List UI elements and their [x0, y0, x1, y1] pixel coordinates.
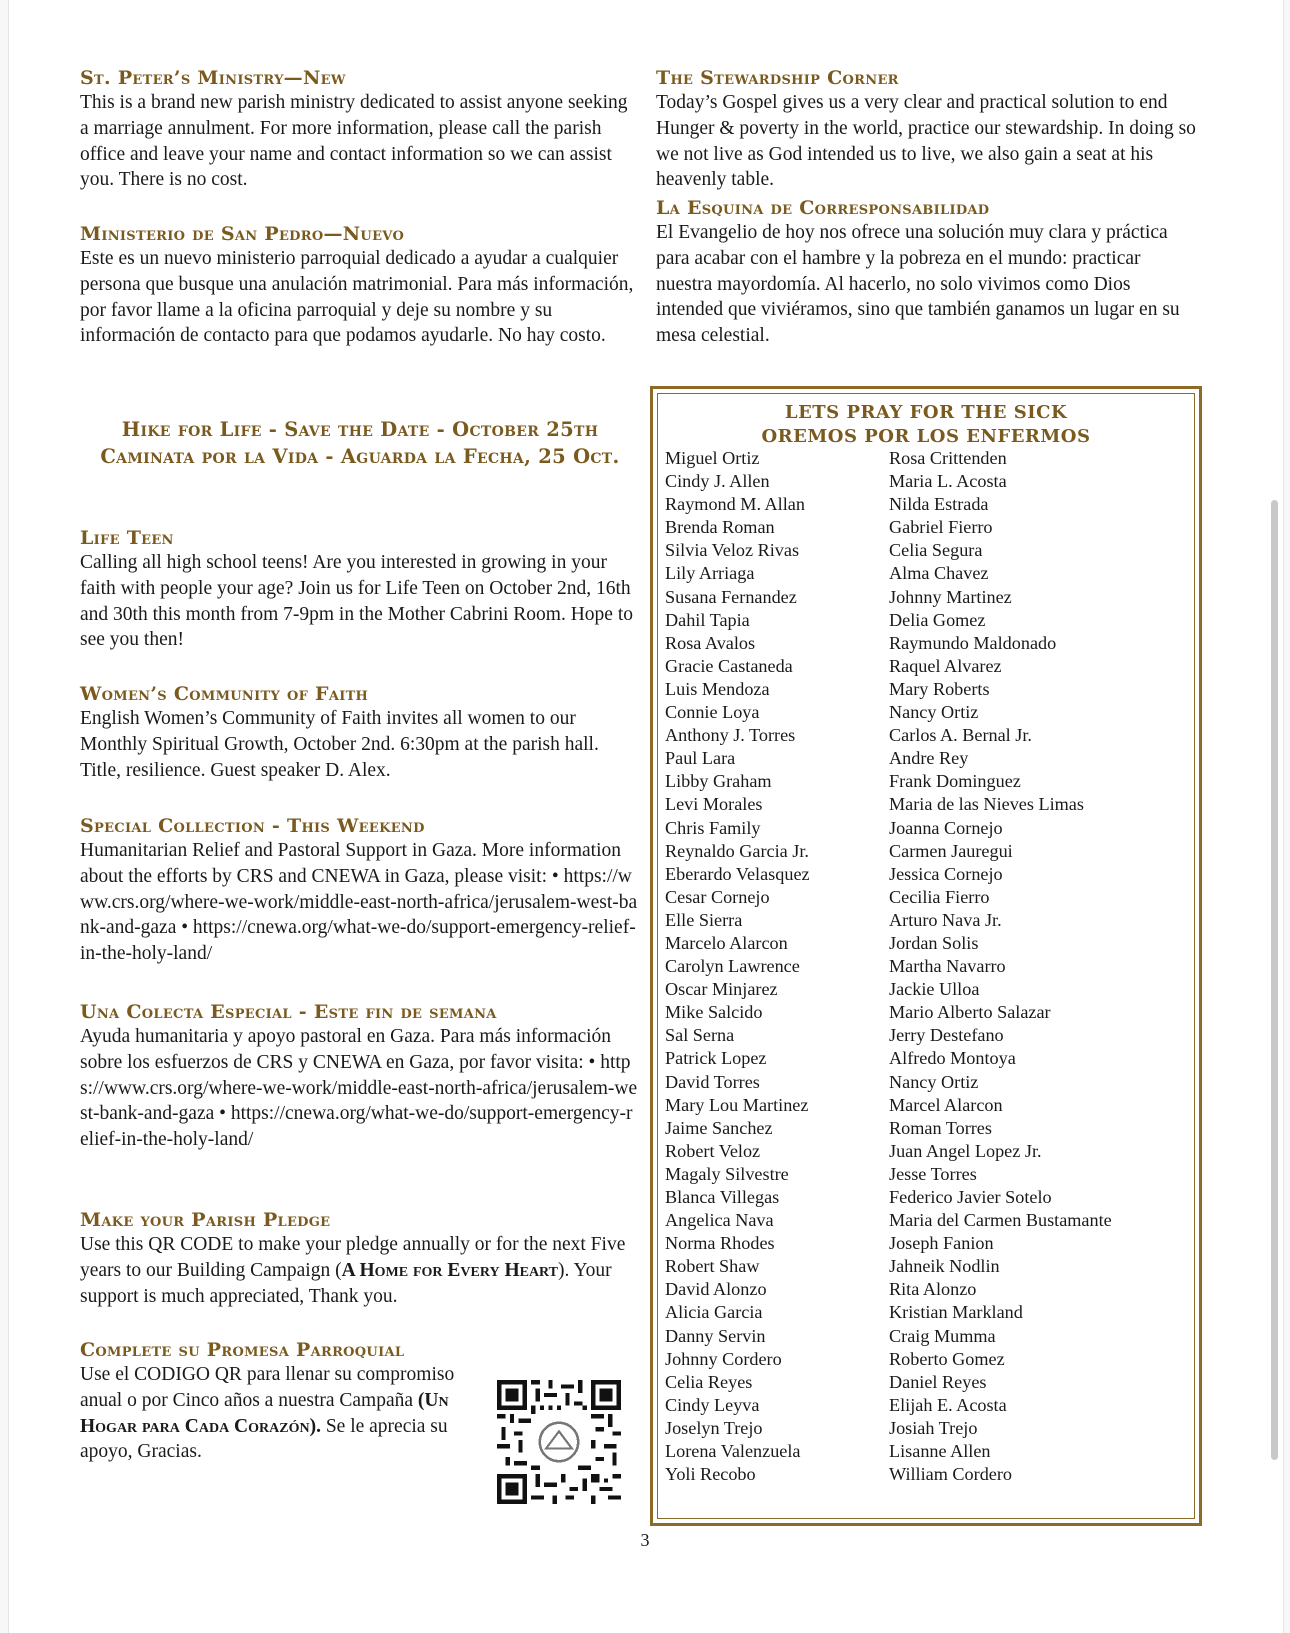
sick-name: Chris Family: [665, 817, 761, 838]
hike-line-en: Hike for Life - Save the Date - October 25th: [121, 418, 599, 441]
sick-name: Mario Alberto Salazar: [889, 1002, 1051, 1023]
hike-for-life-notice: [80, 416, 640, 470]
sick-name: Joselyn Trejo: [665, 1417, 763, 1438]
section-body: [80, 838, 640, 967]
sick-name: Robert Veloz: [665, 1140, 761, 1161]
section-title: Women’s Community of Faith: [80, 683, 369, 705]
section-title: Una Colecta Especial - Este fin de semana: [80, 1001, 497, 1023]
section-body: [80, 1232, 640, 1309]
section-womens-community: [80, 682, 640, 783]
names-column-2: [889, 447, 1112, 1486]
sick-name: Carlos A. Bernal Jr.: [889, 725, 1032, 746]
sick-name: David Torres: [665, 1071, 760, 1092]
sick-name: Yoli Recobo: [665, 1464, 756, 1485]
crs-link[interactable]: • https://www.crs.org/where-we-work/middle-east-north-africa/jerusalem-west-bank-and-gaza: [80, 1051, 638, 1125]
sick-name: Mary Roberts: [889, 678, 990, 699]
section-body: Today’s Gospel gives us a very clear and practical solution to end Hunger & poverty in the world, practice our stewardship. In doing so we not live as God intended us to live, we also gain a seat at his heavenly table.: [656, 92, 1196, 191]
sick-name: Marcel Alarcon: [889, 1094, 1003, 1115]
section-text: Humanitarian Relief and Pastoral Support in Gaza. More information about the efforts by CRS and CNEWA in Gaza, please visit:: [80, 840, 621, 887]
campaign-name: A Home for Every Heart: [341, 1259, 559, 1281]
sick-name: Jessica Cornejo: [889, 863, 1003, 884]
sick-name: Federico Javier Sotelo: [889, 1187, 1052, 1207]
sick-name: Carolyn Lawrence: [665, 956, 800, 977]
promesa-text: Use el CODIGO QR para llenar su compromiso anual o por Cinco años a nuestra Campaña: [80, 1364, 455, 1411]
sick-name: Dahil Tapia: [665, 609, 750, 630]
sick-name: Jahneik Nodlin: [889, 1256, 1000, 1277]
crs-link[interactable]: • https://www.crs.org/where-we-work/middle-east-north-africa/jerusalem-west-bank-and-gaza: [80, 865, 638, 939]
section-esquina: [656, 196, 1196, 349]
sick-name: Nancy Ortiz: [889, 702, 979, 723]
sick-name: Rosa Avalos: [665, 632, 756, 653]
sick-name: Gracie Castaneda: [665, 655, 793, 676]
sick-name: Cesar Cornejo: [665, 886, 770, 907]
sick-name: Celia Reyes: [665, 1371, 753, 1392]
pledge-tail: ). Your support is much appreciated, Thank you.: [80, 1259, 612, 1307]
sick-name: Nilda Estrada: [889, 494, 989, 515]
sick-name: Johnny Martinez: [889, 586, 1012, 607]
sick-name: Danny Servin: [665, 1325, 766, 1346]
sick-name: Jordan Solis: [889, 932, 979, 953]
section-text: Ayuda humanitaria y apoyo pastoral en Gaza. Para más información sobre los esfuerzos de CRS y CNEWA en Gaza, por favor visita:: [80, 1026, 612, 1073]
sick-name: Alicia Garcia: [665, 1302, 763, 1323]
names-column-1: [665, 447, 810, 1486]
section-body: El Evangelio de hoy nos ofrece una solución muy clara y práctica para acabar con el hambre y la pobreza en el mundo: practicar nuestra mayordomía. Al hacerlo, no solo vivimos como Dios intended que viviéramos, sino que también ganamos un lugar en su mesa celestial.: [656, 222, 1180, 347]
pledge-text: Use this QR CODE to make your pledge annually or for the next Five years to our Building Campaign (: [80, 1234, 626, 1281]
sick-name: Craig Mumma: [889, 1325, 996, 1346]
section-body: English Women’s Community of Faith invites all women to our Monthly Spiritual Growth, October 2nd. 6:30pm at the parish hall. Title, resilience. Guest speaker D. Alex.: [80, 708, 599, 781]
sick-name: Marcelo Alarcon: [665, 932, 788, 953]
section-promesa-parroquial: [80, 1338, 480, 1465]
sick-name: Johnny Cordero: [665, 1348, 782, 1369]
sick-name: Anthony J. Torres: [665, 725, 796, 746]
prayer-list-box: [650, 386, 1202, 1526]
sick-name: Oscar Minjarez: [665, 979, 778, 1000]
sick-name: Arturo Nava Jr.: [889, 909, 1002, 930]
sick-name: Paul Lara: [665, 748, 736, 769]
section-san-pedro: [80, 222, 640, 349]
sick-name: Elijah E. Acosta: [889, 1394, 1007, 1415]
sick-name: Brenda Roman: [665, 517, 775, 538]
section-body: [80, 1362, 480, 1465]
sick-name: Reynaldo Garcia Jr.: [665, 840, 809, 861]
section-st-peter: [80, 66, 640, 193]
page-number: 3: [640, 1530, 650, 1550]
sick-name: Rita Alonzo: [889, 1279, 977, 1300]
sick-name: Jesse Torres: [889, 1163, 977, 1184]
sick-name: Silvia Veloz Rivas: [665, 540, 800, 561]
sick-name: Eberardo Velasquez: [665, 863, 810, 884]
sick-name: Raquel Alvarez: [889, 655, 1002, 676]
section-body: Calling all high school teens! Are you interested in growing in your faith with people your age? Join us for Life Teen on October 2nd, 16th and 30th this month from 7-9pm in the Mother Cabrini Room. Hope to see you then!: [80, 552, 633, 651]
sick-name: Mike Salcido: [665, 1002, 763, 1023]
sick-name: Alfredo Montoya: [889, 1048, 1016, 1069]
section-colecta-especial: [80, 1000, 640, 1153]
sick-name: Daniel Reyes: [889, 1371, 987, 1392]
section-title: St. Peter’s Ministry—New: [80, 67, 346, 89]
section-body: This is a brand new parish ministry dedicated to assist anyone seeking a marriage annulment. For more information, please call the parish office and leave your name and contact information so we can assist you. There is no cost.: [80, 92, 628, 191]
cnewa-link[interactable]: • https://cnewa.org/what-we-do/support-emergency-relief-in-the-holy-land/: [80, 1103, 633, 1151]
section-title: The Stewardship Corner: [656, 67, 899, 89]
sick-name: William Cordero: [889, 1464, 1013, 1485]
sick-name: Raymundo Maldonado: [889, 632, 1057, 653]
sick-name: David Alonzo: [665, 1279, 767, 1300]
sick-name: Cecilia Fierro: [889, 886, 990, 907]
sick-name: Delia Gomez: [889, 609, 986, 630]
section-life-teen: [80, 526, 640, 653]
sick-name: Rosa Crittenden: [889, 448, 1007, 468]
sick-name: Angelica Nava: [665, 1210, 774, 1231]
prayer-title-en: LETS PRAY FOR THE SICK: [784, 402, 1068, 423]
sick-name: Levi Morales: [665, 794, 763, 815]
sick-name: Josiah Trejo: [889, 1417, 978, 1438]
sick-name: Lily Arriaga: [665, 563, 755, 584]
sick-name: Maria del Carmen Bustamante: [889, 1210, 1112, 1231]
section-parish-pledge: [80, 1208, 640, 1309]
sick-name: Lisanne Allen: [889, 1441, 991, 1462]
section-title: Complete su Promesa Parroquial: [80, 1339, 405, 1361]
sick-name: Andre Rey: [889, 748, 969, 769]
sick-name: Susana Fernandez: [665, 586, 797, 607]
sick-name: Gabriel Fierro: [889, 517, 993, 538]
sick-name: Kristian Markland: [889, 1302, 1023, 1323]
qr-code-icon[interactable]: [497, 1380, 621, 1504]
scrollbar[interactable]: [1271, 500, 1278, 1460]
section-title: Life Teen: [80, 527, 174, 549]
sick-name: Mary Lou Martinez: [665, 1094, 809, 1115]
sick-name: Jackie Ulloa: [889, 979, 980, 1000]
sick-name: Sal Serna: [665, 1025, 735, 1046]
sick-name: Maria L. Acosta: [889, 471, 1007, 492]
prayer-title-es: OREMOS POR LOS ENFERMOS: [761, 426, 1091, 447]
sick-name: Nancy Ortiz: [889, 1071, 979, 1092]
promesa-tail: Se le aprecia su apoyo, Gracias.: [80, 1415, 448, 1463]
sick-name: Luis Mendoza: [665, 678, 770, 699]
sick-name: Martha Navarro: [889, 956, 1006, 977]
sick-name: Carmen Jauregui: [889, 840, 1013, 861]
sick-name: Libby Graham: [665, 771, 772, 792]
sick-name: Norma Rhodes: [665, 1233, 775, 1254]
sick-name: Roman Torres: [889, 1117, 992, 1138]
sick-name: Raymond M. Allan: [665, 494, 805, 515]
section-title: Ministerio de San Pedro—Nuevo: [80, 223, 405, 245]
section-title: Make your Parish Pledge: [80, 1209, 331, 1231]
sick-name: Jerry Destefano: [889, 1025, 1004, 1046]
sick-name: Magaly Silvestre: [665, 1163, 789, 1184]
sick-name: Cindy J. Allen: [665, 471, 770, 492]
section-stewardship: [656, 66, 1196, 193]
sick-name: Jaime Sanchez: [665, 1117, 773, 1138]
sick-name: Lorena Valenzuela: [665, 1441, 801, 1462]
hike-line-es: Caminata por la Vida - Aguarda la Fecha, 25 Oct.: [100, 445, 620, 468]
sick-name: Juan Angel Lopez Jr.: [889, 1140, 1042, 1161]
cnewa-link[interactable]: • https://cnewa.org/what-we-do/support-emergency-relief-in-the-holy-land/: [80, 917, 636, 965]
sick-name: Maria de las Nieves Limas: [889, 794, 1084, 815]
sick-name: Patrick Lopez: [665, 1048, 767, 1069]
sick-name: Roberto Gomez: [889, 1348, 1005, 1369]
section-title: Special Collection - This Weekend: [80, 815, 425, 837]
sick-name: Miguel Ortiz: [665, 448, 760, 468]
sick-name: Elle Sierra: [665, 909, 743, 930]
section-title: La Esquina de Corresponsabilidad: [656, 197, 990, 219]
sick-name: Alma Chavez: [889, 563, 989, 584]
section-body: [80, 1024, 640, 1153]
sick-name: Cindy Leyva: [665, 1394, 760, 1415]
sick-name: Celia Segura: [889, 540, 983, 561]
sick-name: Robert Shaw: [665, 1256, 760, 1277]
campaign-name: (Un Hogar para Cada Corazón).: [80, 1389, 449, 1437]
sick-name: Blanca Villegas: [665, 1187, 780, 1207]
sick-name: Connie Loya: [665, 702, 760, 723]
sick-name: Frank Dominguez: [889, 771, 1021, 792]
sick-name: Joanna Cornejo: [889, 817, 1003, 838]
section-body: Este es un nuevo ministerio parroquial dedicado a ayudar a cualquier persona que busque una anulación matrimonial. Para más información, por favor llame a la oficina parroquial y deje su nombre y su información de contacto para que podamos ayudarle. No hay costo.: [80, 248, 634, 347]
section-special-collection: [80, 814, 640, 967]
sick-name: Joseph Fanion: [889, 1233, 994, 1254]
